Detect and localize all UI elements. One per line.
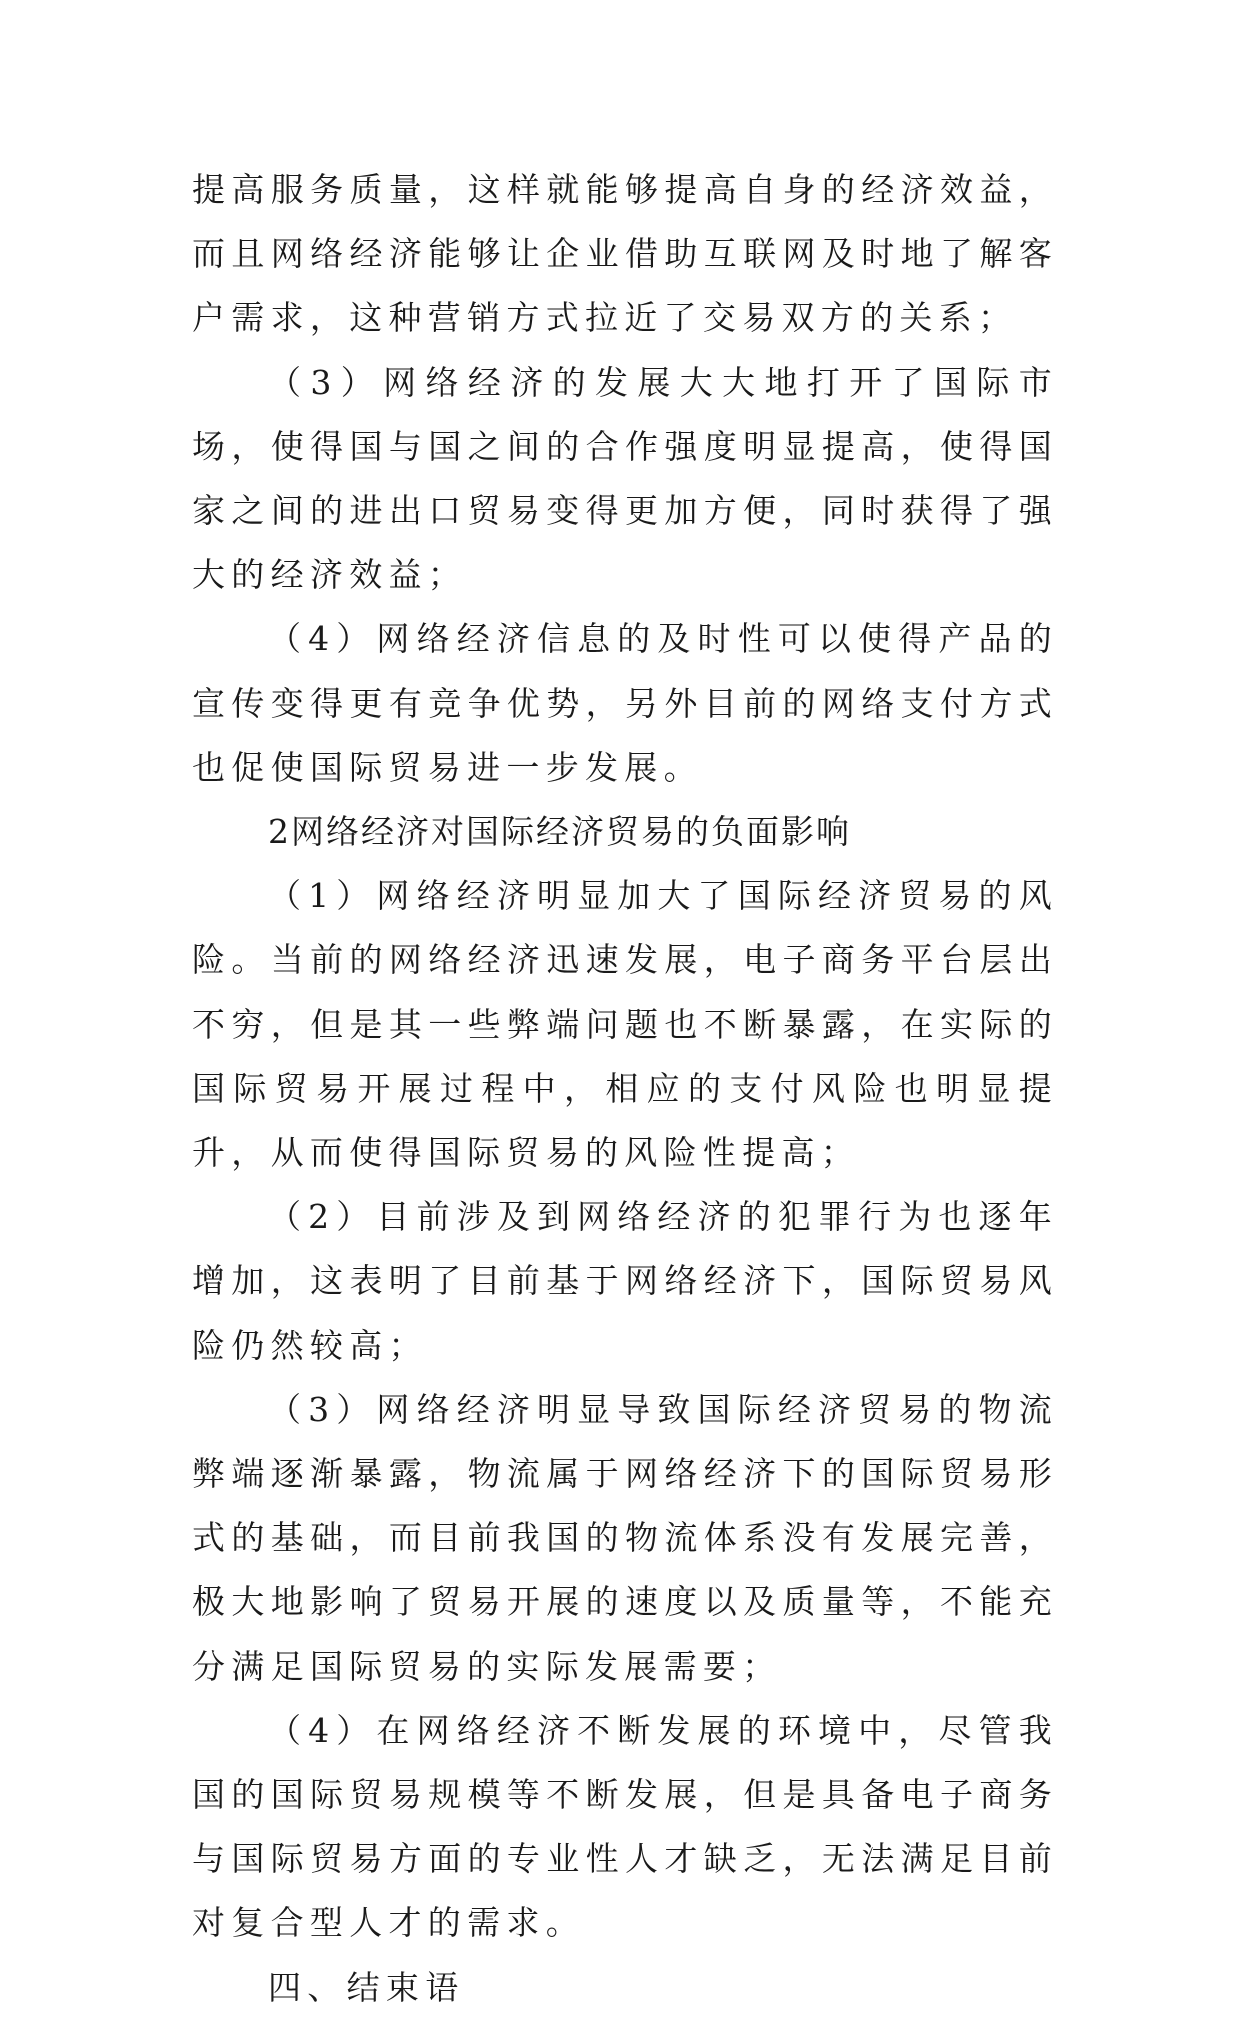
paragraph-continuation: 提高服务质量，这样就能够提高自身的经济效益，而且网络经济能够让企业借助互联网及时地了解客户需求，这种营销方式拉近了交易双方的关系； bbox=[192, 170, 1058, 338]
paragraph-item-3-positive: （3）网络经济的发展大大地打开了国际市场，使得国与国之间的合作强度明显提高，使得国家之间的进出口贸易变得更加方便，同时获得了强大的经济效益； bbox=[192, 362, 1058, 595]
paragraph-item-4-positive: （4）网络经济信息的及时性可以使得产品的宣传变得更有竞争优势，另外目前的网络支付方式也促使国际贸易进一步发展。 bbox=[192, 619, 1058, 787]
section-heading-negative-impact: 2网络经济对国际经济贸易的负面影响 bbox=[268, 812, 851, 852]
section-heading-conclusion: 四、结束语 bbox=[268, 1967, 465, 2007]
document-body bbox=[192, 158, 1058, 2020]
paragraph-item-4-negative: （4）在网络经济不断发展的环境中，尽管我国的国际贸易规模等不断发展，但是具备电子商务与国际贸易方面的专业性人才缺乏，无法满足目前对复合型人才的需求。 bbox=[192, 1710, 1058, 1943]
paragraph-item-3-negative: （3）网络经济明显导致国际经济贸易的物流弊端逐渐暴露，物流属于网络经济下的国际贸易形式的基础，而目前我国的物流体系没有发展完善，极大地影响了贸易开展的速度以及质量等，不能充分满足国际贸易的实际发展需要； bbox=[192, 1389, 1058, 1686]
paragraph-item-2-negative: （2）目前涉及到网络经济的犯罪行为也逐年增加，这表明了目前基于网络经济下，国际贸易风险仍然较高； bbox=[192, 1197, 1058, 1365]
paragraph-item-1-negative: （1）网络经济明显加大了国际经济贸易的风险。当前的网络经济迅速发展，电子商务平台层出不穷，但是其一些弊端问题也不断暴露，在实际的国际贸易开展过程中，相应的支付风险也明显提升，从而使得国际贸易的风险性提高； bbox=[192, 876, 1058, 1173]
